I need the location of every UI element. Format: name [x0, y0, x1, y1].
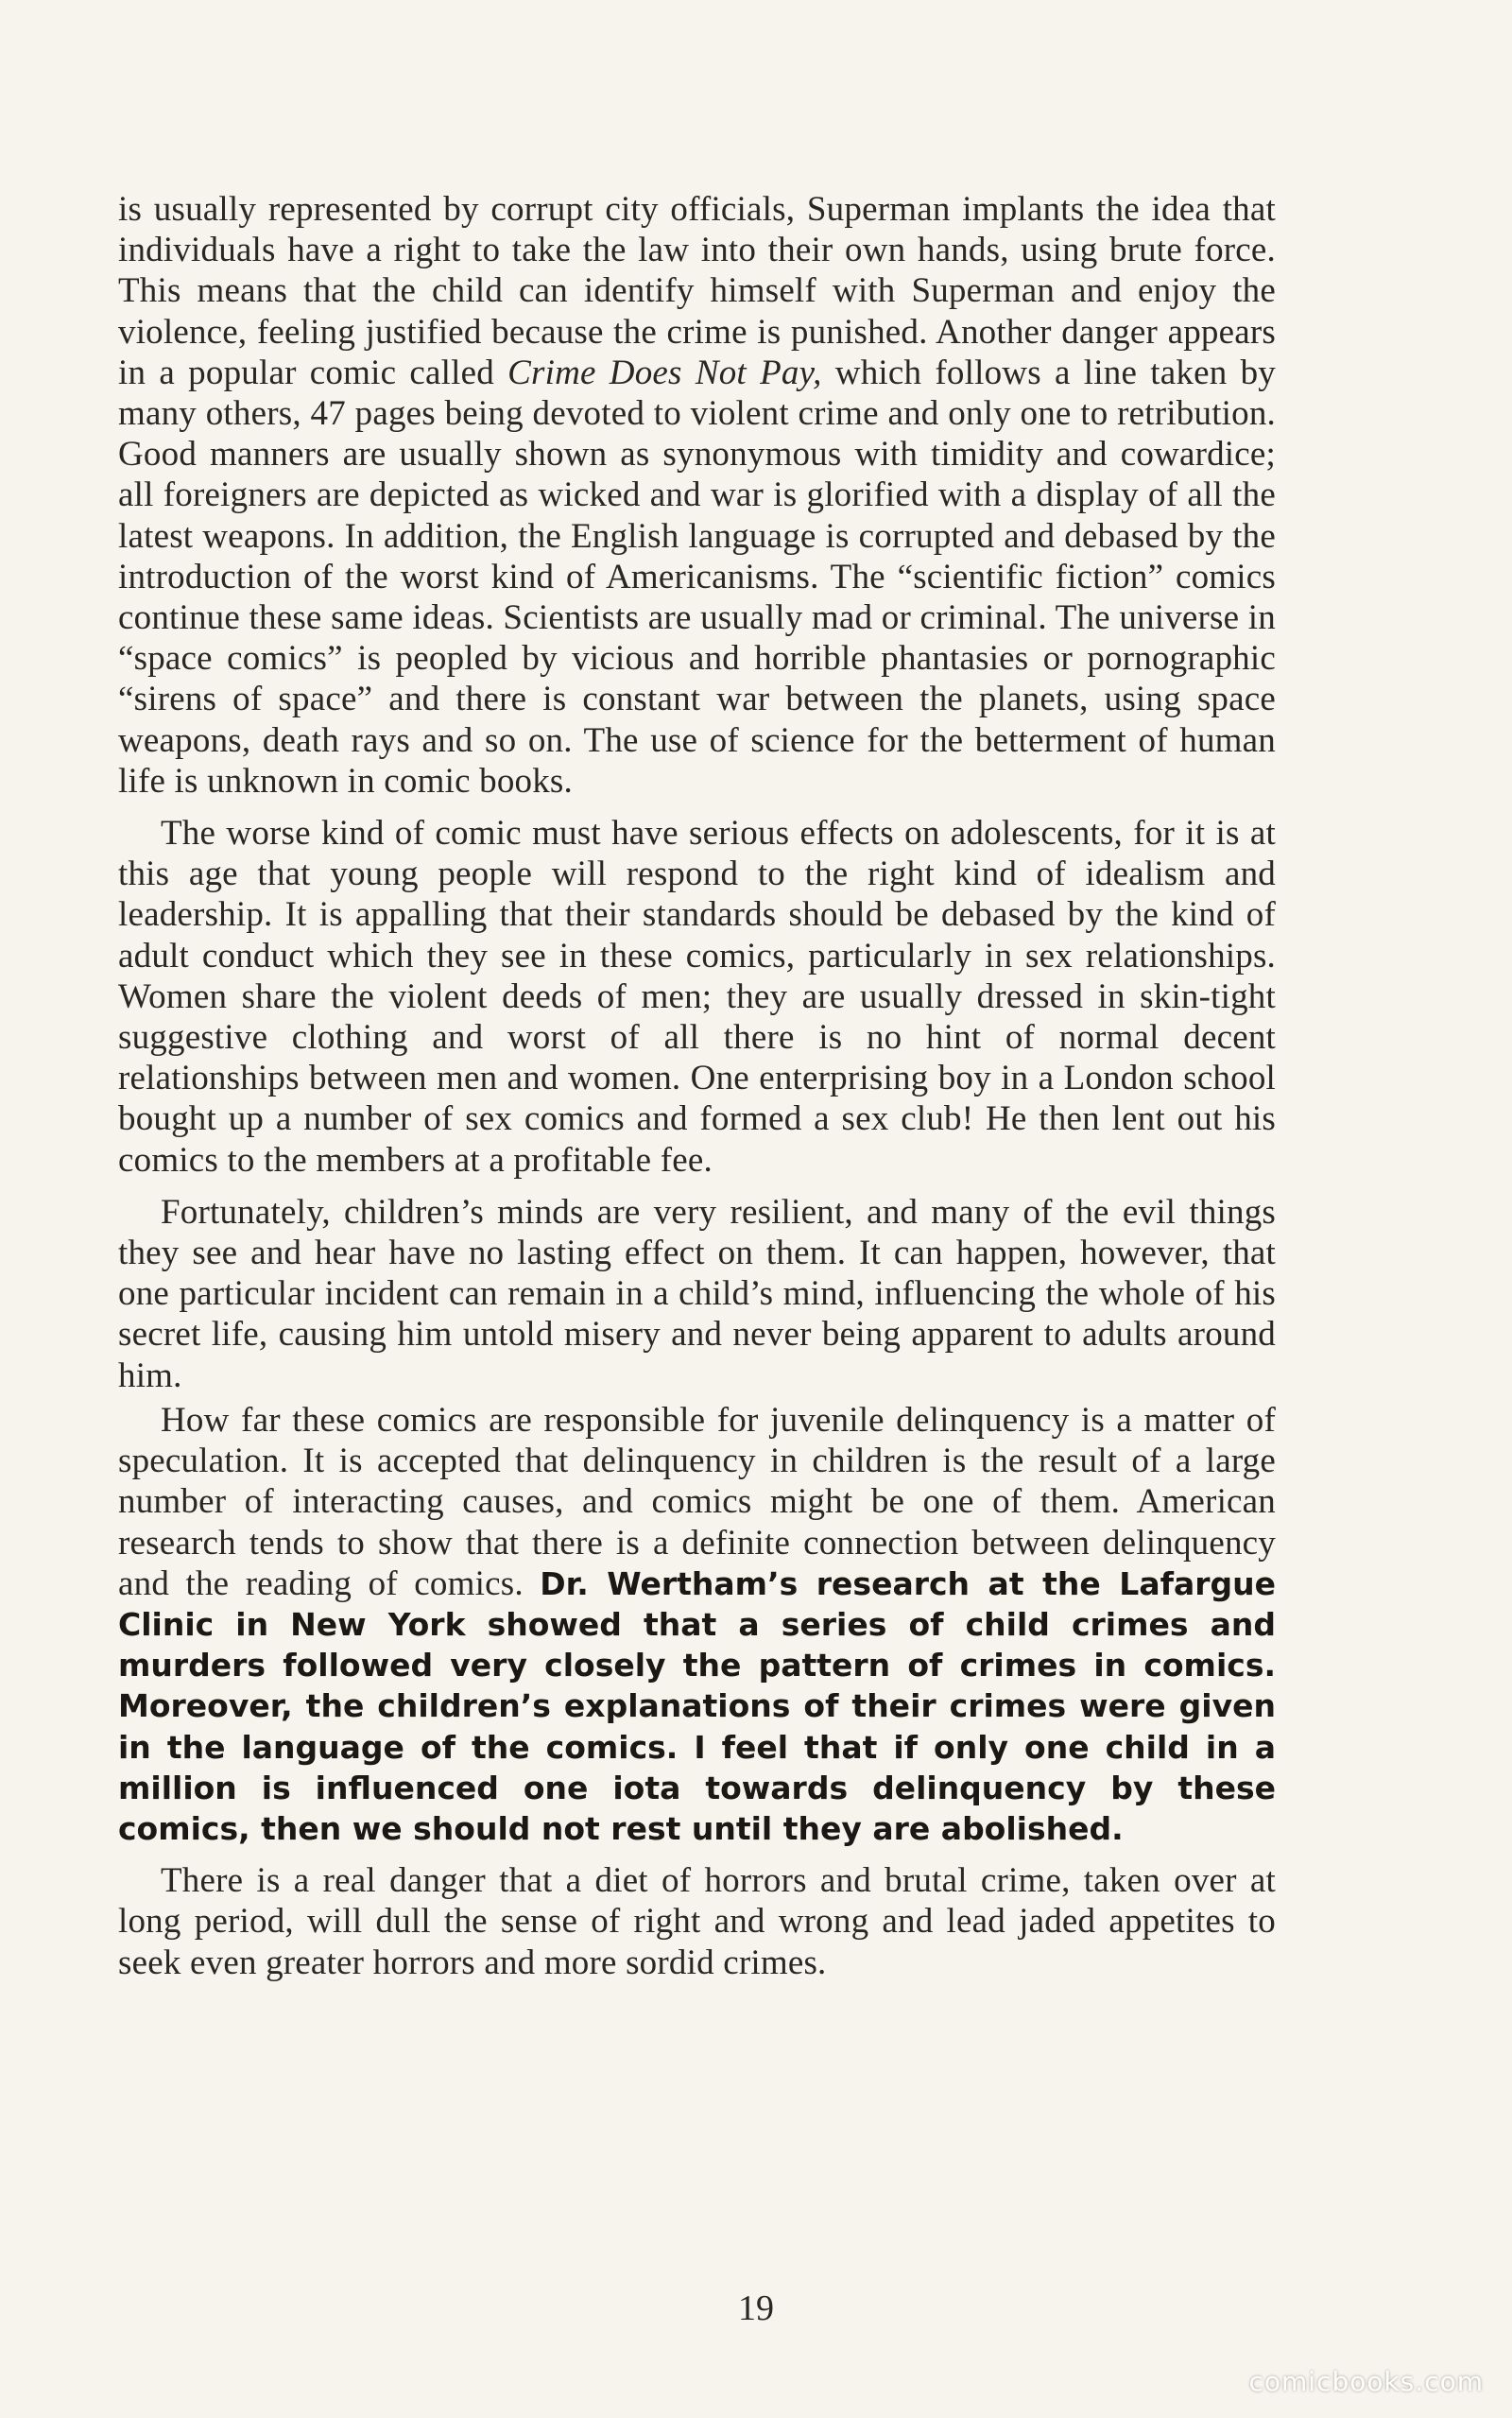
paragraph-3: Fortunately, children’s minds are very resilient, and many of the evil things they see and hear have no lasting effect on them. It can happen, however, that one particular incident can remain in a child’s mind, influencing the whole of his secret life, causing him untold misery and never being apparent to adults around him.	[118, 1192, 1276, 1395]
paragraph-4-text: How far these comics are responsible for juvenile delinquency is a matter of speculation. It is accepted that delinquency in children is the result of a large number of interacting causes, and comics might be one of them. American research tends to show that there is a definite connection between delinquency and the reading of comics.	[118, 1400, 1276, 1603]
paragraph-2: The worse kind of comic must have serious effects on adolescents, for it is at this age that young people will respond to the right kind of idealism and leadership. It is appalling that their standards should be debased by the kind of adult conduct which they see in these comics, particularly in sex relationships. Women share the violent deeds of men; they are usually dressed in skin-tight suggestive clothing and worst of all there is no hint of normal decent relationships between men and women. One enterprising boy in a London school bought up a number of sex comics and formed a sex club! He then lent out his comics to the members at a profitable fee.	[118, 814, 1276, 1180]
paragraph-4-bold-text: Dr. Wertham’s research at the Lafargue Clinic in New York showed that a series of child crimes and murders followed very closely the pattern of crimes in comics. Moreover, the children’s explanations of their crimes were given in the language of the comics. I feel that if only one child in a million is influenced one iota towards delinquency by these comics, then we should not rest until they are abolished.	[118, 1564, 1276, 1847]
paragraph-1-text-rest: which follows a line taken by many others, 47 pages being devoted to violent crime and only one to retribution. Good manners are usually shown as synonymous with timidity and cowardice; all foreigners are depicted as wicked and war is glorified with a display of all the latest weapons. In addition, the English language is corrupted and debased by the introduction of the worst kind of Americanisms. The “scientific fiction” comics continue these same ideas. Scientists are usually mad or criminal. The universe in “space comics” is peopled by vicious and horrible phantasies or pornographic “sirens of space” and there is constant war between the planets, using space weapons, death rays and so on. The use of science for the betterment of human life is unknown in comic books.	[118, 353, 1276, 801]
paragraph-4	[118, 1400, 1276, 1849]
body-text	[118, 189, 1276, 1983]
page-number: 19	[738, 2288, 774, 2328]
paragraph-1	[118, 189, 1276, 802]
comic-title: Crime Does Not Pay,	[507, 353, 822, 392]
watermark: comicbooks.com	[1248, 2366, 1484, 2397]
paragraph-1-text: is usually represented by corrupt city officials, Superman implants the idea that individuals have a right to take the law into their own hands, using brute force. This means that the child can identify himself with Superman and enjoy the violence, feeling justified because the crime is punished. Another danger appears in a popular comic called	[118, 190, 1276, 392]
paragraph-5: There is a real danger that a diet of horrors and brutal crime, taken over at long period, will dull the sense of right and wrong and lead jaded appetites to seek even greater horrors and more sordid crimes.	[118, 1861, 1276, 1982]
